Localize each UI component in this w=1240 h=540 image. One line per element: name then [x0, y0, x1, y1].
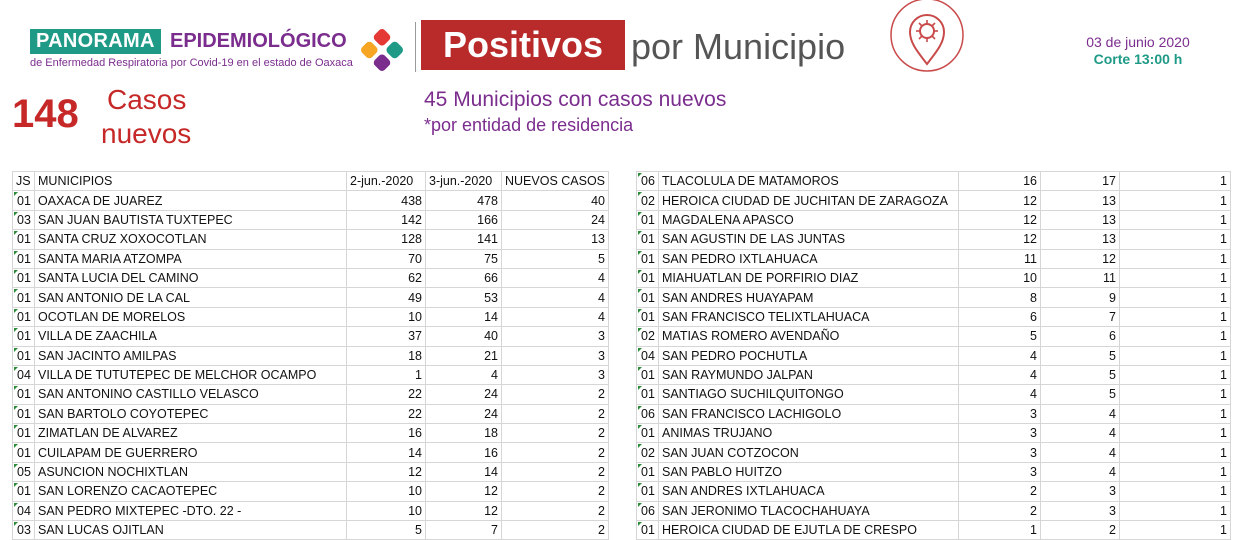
cell-js: 01 — [637, 521, 659, 540]
cell-date-1: 18 — [347, 346, 426, 365]
cell-new-cases: 2 — [502, 424, 609, 443]
table-row — [637, 365, 1231, 384]
cell-date-2: 141 — [426, 230, 502, 249]
table-row — [13, 346, 609, 365]
table-row — [13, 288, 609, 307]
cell-date-1: 1 — [959, 521, 1041, 540]
cell-municipio: SAN ANDRES HUAYAPAM — [659, 288, 959, 307]
cell-new-cases: 1 — [1120, 230, 1231, 249]
cell-new-cases: 4 — [502, 268, 609, 287]
cell-new-cases: 2 — [502, 385, 609, 404]
cell-date-1: 4 — [959, 346, 1041, 365]
right-municipios-table — [636, 171, 1231, 540]
cell-date-2: 17 — [1041, 172, 1120, 191]
cell-municipio: HEROICA CIUDAD DE EJUTLA DE CRESPO — [659, 521, 959, 540]
cell-date-1: 4 — [959, 365, 1041, 384]
cell-municipio: SAN JACINTO AMILPAS — [35, 346, 347, 365]
cell-js: 01 — [13, 424, 35, 443]
title-rest: por Municipio — [631, 26, 846, 67]
cell-date-2: 7 — [426, 521, 502, 540]
cell-js: 01 — [637, 365, 659, 384]
cell-js: 04 — [13, 365, 35, 384]
cell-js: 03 — [13, 521, 35, 540]
cell-js: 01 — [13, 482, 35, 501]
header-js: JS — [13, 172, 35, 191]
cell-js: 01 — [637, 249, 659, 268]
table-row — [13, 365, 609, 384]
cell-date-2: 66 — [426, 268, 502, 287]
cell-municipio: SAN JERONIMO TLACOCHAHUAYA — [659, 501, 959, 520]
cell-js: 04 — [637, 346, 659, 365]
cell-js: 06 — [637, 501, 659, 520]
cell-date-1: 62 — [347, 268, 426, 287]
header-municipios: MUNICIPIOS — [35, 172, 347, 191]
cell-municipio: SAN FRANCISCO TELIXTLAHUACA — [659, 307, 959, 326]
cell-date-2: 4 — [1041, 424, 1120, 443]
cell-municipio: ANIMAS TRUJANO — [659, 424, 959, 443]
table-row — [637, 521, 1231, 540]
cell-js: 06 — [637, 404, 659, 423]
table-row — [13, 327, 609, 346]
cell-municipio: SAN LUCAS OJITLAN — [35, 521, 347, 540]
table-row — [13, 268, 609, 287]
title-highlight: Positivos — [421, 20, 625, 70]
cell-js: 03 — [13, 210, 35, 229]
cell-municipio: SAN FRANCISCO LACHIGOLO — [659, 404, 959, 423]
cell-date-1: 16 — [347, 424, 426, 443]
cell-new-cases: 24 — [502, 210, 609, 229]
cell-date-2: 12 — [1041, 249, 1120, 268]
cell-date-1: 22 — [347, 385, 426, 404]
cell-date-2: 13 — [1041, 210, 1120, 229]
cell-date-2: 53 — [426, 288, 502, 307]
cell-municipio: SAN PEDRO IXTLAHUACA — [659, 249, 959, 268]
header-divider — [415, 22, 416, 72]
cell-date-2: 75 — [426, 249, 502, 268]
cell-new-cases: 1 — [1120, 501, 1231, 520]
cell-date-1: 4 — [959, 385, 1041, 404]
cell-date-1: 3 — [959, 443, 1041, 462]
cell-new-cases: 1 — [1120, 327, 1231, 346]
cell-date-1: 3 — [959, 404, 1041, 423]
table-row — [637, 346, 1231, 365]
cell-new-cases: 5 — [502, 249, 609, 268]
cell-new-cases: 4 — [502, 307, 609, 326]
cell-new-cases: 1 — [1120, 249, 1231, 268]
cell-municipio: SANTA CRUZ XOXOCOTLAN — [35, 230, 347, 249]
cell-js: 01 — [13, 327, 35, 346]
cell-new-cases: 2 — [502, 501, 609, 520]
table-row — [637, 443, 1231, 462]
table-row — [637, 462, 1231, 481]
table-row — [13, 249, 609, 268]
cell-municipio: TLACOLULA DE MATAMOROS — [659, 172, 959, 191]
logo-mosaic-icon — [357, 25, 407, 75]
cell-date-2: 4 — [1041, 404, 1120, 423]
cell-date-1: 12 — [959, 230, 1041, 249]
cell-date-2: 3 — [1041, 482, 1120, 501]
cell-new-cases: 1 — [1120, 482, 1231, 501]
cell-new-cases: 2 — [502, 443, 609, 462]
table-row — [637, 327, 1231, 346]
cell-new-cases: 1 — [1120, 385, 1231, 404]
cell-date-2: 18 — [426, 424, 502, 443]
report-date: 03 de junio 2020 — [1086, 34, 1190, 50]
cell-date-2: 166 — [426, 210, 502, 229]
table-row — [13, 482, 609, 501]
cell-municipio: SAN LORENZO CACAOTEPEC — [35, 482, 347, 501]
cell-municipio: SAN AGUSTIN DE LAS JUNTAS — [659, 230, 959, 249]
cell-js: 01 — [637, 230, 659, 249]
cell-date-1: 5 — [959, 327, 1041, 346]
cell-date-2: 14 — [426, 307, 502, 326]
table-row — [13, 191, 609, 210]
municipios-summary: 45 Municipios con casos nuevos — [424, 88, 727, 111]
cell-date-2: 24 — [426, 385, 502, 404]
cell-js: 01 — [13, 385, 35, 404]
cell-municipio: SAN JUAN BAUTISTA TUXTEPEC — [35, 210, 347, 229]
table-row — [637, 424, 1231, 443]
cell-new-cases: 1 — [1120, 172, 1231, 191]
cell-date-1: 5 — [347, 521, 426, 540]
cell-new-cases: 1 — [1120, 346, 1231, 365]
cell-new-cases: 2 — [502, 462, 609, 481]
table-row — [13, 385, 609, 404]
cell-date-1: 3 — [959, 462, 1041, 481]
brand-epidemiologico: EPIDEMIOLÓGICO — [170, 30, 347, 52]
cell-new-cases: 2 — [502, 521, 609, 540]
cell-date-2: 40 — [426, 327, 502, 346]
table-row — [13, 501, 609, 520]
cell-date-2: 5 — [1041, 385, 1120, 404]
cell-date-2: 9 — [1041, 288, 1120, 307]
cell-js: 01 — [637, 288, 659, 307]
cell-date-1: 2 — [959, 482, 1041, 501]
cell-date-2: 4 — [1041, 443, 1120, 462]
cell-municipio: SAN ANTONIO DE LA CAL — [35, 288, 347, 307]
cell-new-cases: 1 — [1120, 268, 1231, 287]
brand-panorama: PANORAMA — [30, 29, 161, 54]
cell-date-2: 12 — [426, 482, 502, 501]
table-row — [13, 210, 609, 229]
cell-js: 02 — [637, 191, 659, 210]
cell-js: 02 — [637, 327, 659, 346]
cell-municipio: SAN PEDRO MIXTEPEC -DTO. 22 - — [35, 501, 347, 520]
cell-js: 01 — [637, 385, 659, 404]
cell-js: 06 — [637, 172, 659, 191]
cell-date-1: 14 — [347, 443, 426, 462]
cell-new-cases: 2 — [502, 404, 609, 423]
cell-js: 01 — [13, 404, 35, 423]
cell-new-cases: 13 — [502, 230, 609, 249]
table-row — [637, 385, 1231, 404]
cell-date-1: 37 — [347, 327, 426, 346]
new-cases-label-nuevos: nuevos — [101, 118, 192, 149]
cell-js: 01 — [637, 307, 659, 326]
cell-new-cases: 1 — [1120, 307, 1231, 326]
cell-municipio: SAN BARTOLO COYOTEPEC — [35, 404, 347, 423]
table-row — [13, 307, 609, 326]
cell-date-1: 6 — [959, 307, 1041, 326]
cell-new-cases: 1 — [1120, 521, 1231, 540]
cell-date-1: 8 — [959, 288, 1041, 307]
new-cases-label-casos: Casos — [107, 84, 187, 115]
table-row — [637, 307, 1231, 326]
cell-municipio: HEROICA CIUDAD DE JUCHITAN DE ZARAGOZA — [659, 191, 959, 210]
cell-municipio: SANTA MARIA ATZOMPA — [35, 249, 347, 268]
cell-date-1: 49 — [347, 288, 426, 307]
cell-date-1: 10 — [347, 307, 426, 326]
cell-date-2: 2 — [1041, 521, 1120, 540]
residence-note: *por entidad de residencia — [424, 115, 634, 135]
cell-new-cases: 1 — [1120, 191, 1231, 210]
cell-date-1: 12 — [959, 191, 1041, 210]
cell-js: 02 — [637, 443, 659, 462]
cell-js: 01 — [637, 482, 659, 501]
cell-js: 01 — [13, 443, 35, 462]
brand-subtitle: de Enfermedad Respiratoria por Covid-19 en el estado de Oaxaca — [30, 57, 353, 69]
cell-date-2: 14 — [426, 462, 502, 481]
cell-new-cases: 2 — [502, 482, 609, 501]
cell-new-cases: 1 — [1120, 210, 1231, 229]
cell-municipio: ASUNCION NOCHIXTLAN — [35, 462, 347, 481]
cell-new-cases: 1 — [1120, 365, 1231, 384]
cell-js: 01 — [637, 210, 659, 229]
cell-new-cases: 1 — [1120, 288, 1231, 307]
table-header-row — [13, 172, 609, 191]
cell-new-cases: 4 — [502, 288, 609, 307]
cell-municipio: OCOTLAN DE MORELOS — [35, 307, 347, 326]
header-date-1: 2-jun.-2020 — [347, 172, 426, 191]
table-row — [637, 288, 1231, 307]
cell-date-2: 21 — [426, 346, 502, 365]
cell-new-cases: 3 — [502, 327, 609, 346]
cell-date-1: 12 — [347, 462, 426, 481]
table-row — [637, 249, 1231, 268]
cell-js: 01 — [13, 249, 35, 268]
table-row — [13, 424, 609, 443]
table-row — [13, 521, 609, 540]
table-row — [637, 172, 1231, 191]
cell-date-2: 4 — [1041, 462, 1120, 481]
cell-js: 01 — [637, 462, 659, 481]
table-row — [637, 482, 1231, 501]
cell-js: 04 — [13, 501, 35, 520]
cell-new-cases: 1 — [1120, 462, 1231, 481]
cell-date-2: 478 — [426, 191, 502, 210]
cell-date-2: 6 — [1041, 327, 1120, 346]
cell-date-2: 5 — [1041, 365, 1120, 384]
cell-js: 01 — [13, 288, 35, 307]
cell-municipio: SAN PABLO HUITZO — [659, 462, 959, 481]
cell-municipio: VILLA DE ZAACHILA — [35, 327, 347, 346]
cell-municipio: OAXACA DE JUAREZ — [35, 191, 347, 210]
cell-municipio: SAN ANTONINO CASTILLO VELASCO — [35, 385, 347, 404]
table-row — [13, 230, 609, 249]
cell-js: 01 — [13, 191, 35, 210]
cell-date-2: 7 — [1041, 307, 1120, 326]
table-row — [637, 501, 1231, 520]
cell-municipio: MAGDALENA APASCO — [659, 210, 959, 229]
cell-new-cases: 1 — [1120, 424, 1231, 443]
cell-date-1: 2 — [959, 501, 1041, 520]
cell-date-1: 16 — [959, 172, 1041, 191]
cell-date-2: 24 — [426, 404, 502, 423]
cell-js: 01 — [13, 268, 35, 287]
cell-municipio: MIAHUATLAN DE PORFIRIO DIAZ — [659, 268, 959, 287]
header-new-cases: NUEVOS CASOS — [502, 172, 609, 191]
cell-new-cases: 3 — [502, 346, 609, 365]
cell-new-cases: 1 — [1120, 404, 1231, 423]
header-date-2: 3-jun.-2020 — [426, 172, 502, 191]
cell-date-1: 142 — [347, 210, 426, 229]
cell-municipio: SAN JUAN COTZOCON — [659, 443, 959, 462]
cell-js: 01 — [13, 307, 35, 326]
cell-date-1: 128 — [347, 230, 426, 249]
table-row — [637, 404, 1231, 423]
table-row — [13, 462, 609, 481]
cell-new-cases: 1 — [1120, 443, 1231, 462]
cell-municipio: SANTIAGO SUCHILQUITONGO — [659, 385, 959, 404]
cell-date-1: 12 — [959, 210, 1041, 229]
cell-date-1: 438 — [347, 191, 426, 210]
cell-municipio: SAN ANDRES IXTLAHUACA — [659, 482, 959, 501]
cell-date-2: 5 — [1041, 346, 1120, 365]
cell-municipio: MATIAS ROMERO AVENDAÑO — [659, 327, 959, 346]
table-row — [637, 230, 1231, 249]
table-row — [637, 191, 1231, 210]
cell-date-1: 1 — [347, 365, 426, 384]
cell-date-1: 3 — [959, 424, 1041, 443]
cell-date-2: 12 — [426, 501, 502, 520]
cell-date-2: 13 — [1041, 230, 1120, 249]
cell-js: 01 — [13, 230, 35, 249]
left-municipios-table — [12, 171, 609, 540]
cell-municipio: ZIMATLAN DE ALVAREZ — [35, 424, 347, 443]
new-cases-count: 148 — [12, 92, 79, 136]
cell-date-2: 4 — [426, 365, 502, 384]
cell-date-1: 22 — [347, 404, 426, 423]
cell-js: 01 — [13, 346, 35, 365]
cell-date-2: 11 — [1041, 268, 1120, 287]
cell-municipio: SANTA LUCIA DEL CAMINO — [35, 268, 347, 287]
cell-date-2: 3 — [1041, 501, 1120, 520]
cell-date-1: 70 — [347, 249, 426, 268]
report-cutoff: Corte 13:00 h — [1093, 51, 1183, 67]
cell-new-cases: 3 — [502, 365, 609, 384]
cell-municipio: SAN RAYMUNDO JALPAN — [659, 365, 959, 384]
table-row — [637, 210, 1231, 229]
virus-location-pin-icon — [888, 0, 966, 74]
table-row — [13, 404, 609, 423]
cell-date-1: 10 — [959, 268, 1041, 287]
cell-date-1: 10 — [347, 482, 426, 501]
cell-date-2: 16 — [426, 443, 502, 462]
cell-date-1: 10 — [347, 501, 426, 520]
table-row — [13, 443, 609, 462]
cell-js: 01 — [637, 424, 659, 443]
cell-date-1: 11 — [959, 249, 1041, 268]
cell-js: 05 — [13, 462, 35, 481]
cell-date-2: 13 — [1041, 191, 1120, 210]
table-row — [637, 268, 1231, 287]
cell-municipio: VILLA DE TUTUTEPEC DE MELCHOR OCAMPO — [35, 365, 347, 384]
cell-municipio: CUILAPAM DE GUERRERO — [35, 443, 347, 462]
cell-municipio: SAN PEDRO POCHUTLA — [659, 346, 959, 365]
cell-js: 01 — [637, 268, 659, 287]
cell-new-cases: 40 — [502, 191, 609, 210]
